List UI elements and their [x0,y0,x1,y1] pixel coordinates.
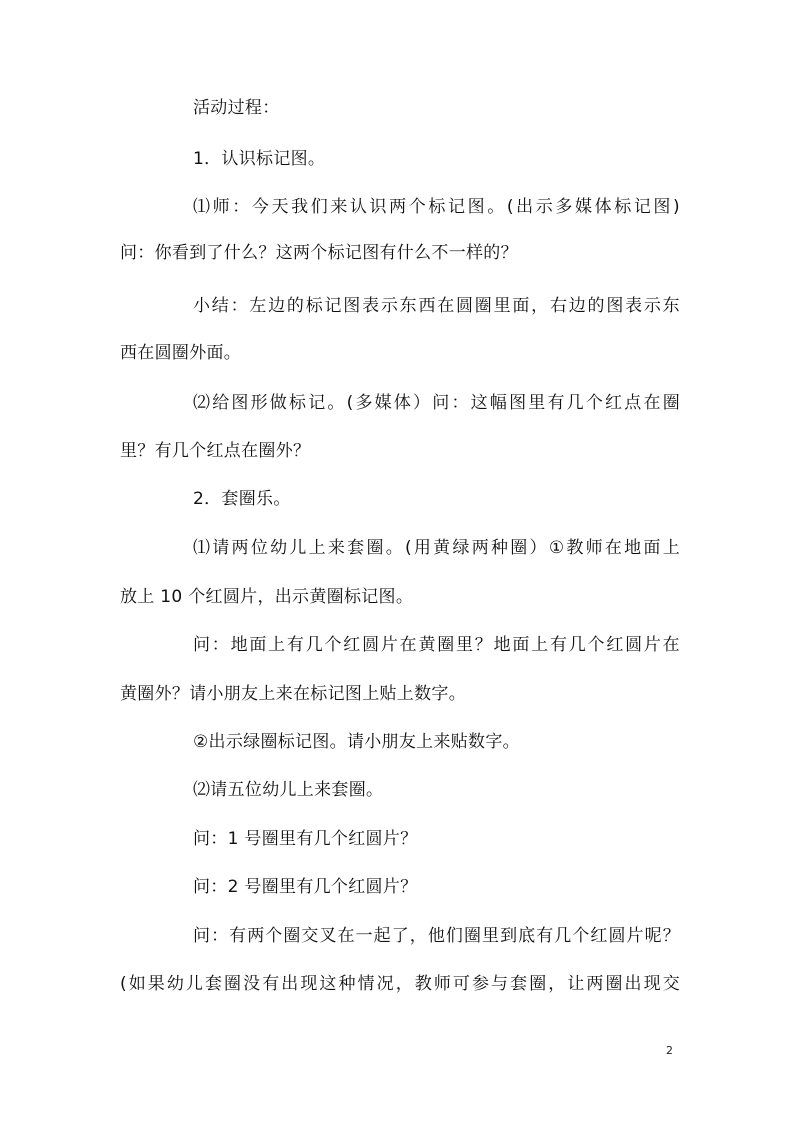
paragraph-question-ring-2: 问：2 号圈里有几个红圆片？ [193,877,418,897]
paragraph-summary-line-1: 小结：左边的标记图表示东西在圆圈里面，右边的图表示东 [193,296,680,316]
paragraph-teacher-intro: ⑴师：今天我们来认识两个标记图。(出示多媒体标记图) [193,197,680,217]
paragraph-summary-line-2: 西在圆圈外面。 [120,343,242,363]
paragraph-question-difference: 问：你看到了什么？这两个标记图有什么不一样的？ [120,243,518,263]
heading-recognize-mark-diagram: 1．认识标记图。 [193,149,326,169]
paragraph-activity-process: 活动过程： [193,98,280,118]
paragraph-mark-shapes-line-1: ⑵给图形做标记。(多媒体）问：这幅图里有几个红点在圈 [193,393,680,413]
paragraph-two-children-line-2: 放上 10 个红圆片，出示黄圈标记图。 [120,587,414,607]
paragraph-two-children-line-1: ⑴请两位幼儿上来套圈。(用黄绿两种圈）①教师在地面上 [193,538,680,558]
paragraph-yellow-ring-line-2: 黄圈外？请小朋友上来在标记图上贴上数字。 [120,684,466,704]
paragraph-green-ring: ②出示绿圈标记图。请小朋友上来贴数字。 [193,732,520,752]
heading-ring-toss: 2．套圈乐。 [193,489,291,509]
paragraph-mark-shapes-line-2: 里？有几个红点在圈外？ [120,441,311,461]
paragraph-teacher-participate: (如果幼儿套圈没有出现这种情况，教师可参与套圈，让两圈出现交 [120,974,680,994]
page-number: 2 [666,1044,673,1057]
paragraph-yellow-ring-line-1: 问：地面上有几个红圆片在黄圈里？地面上有几个红圆片在 [193,635,680,655]
paragraph-question-ring-1: 问：1 号圈里有几个红圆片？ [193,829,418,849]
paragraph-five-children: ⑵请五位幼儿上来套圈。 [193,780,384,800]
paragraph-question-overlap: 问：有两个圈交叉在一起了，他们圈里到底有几个红圆片呢？ [193,926,680,946]
